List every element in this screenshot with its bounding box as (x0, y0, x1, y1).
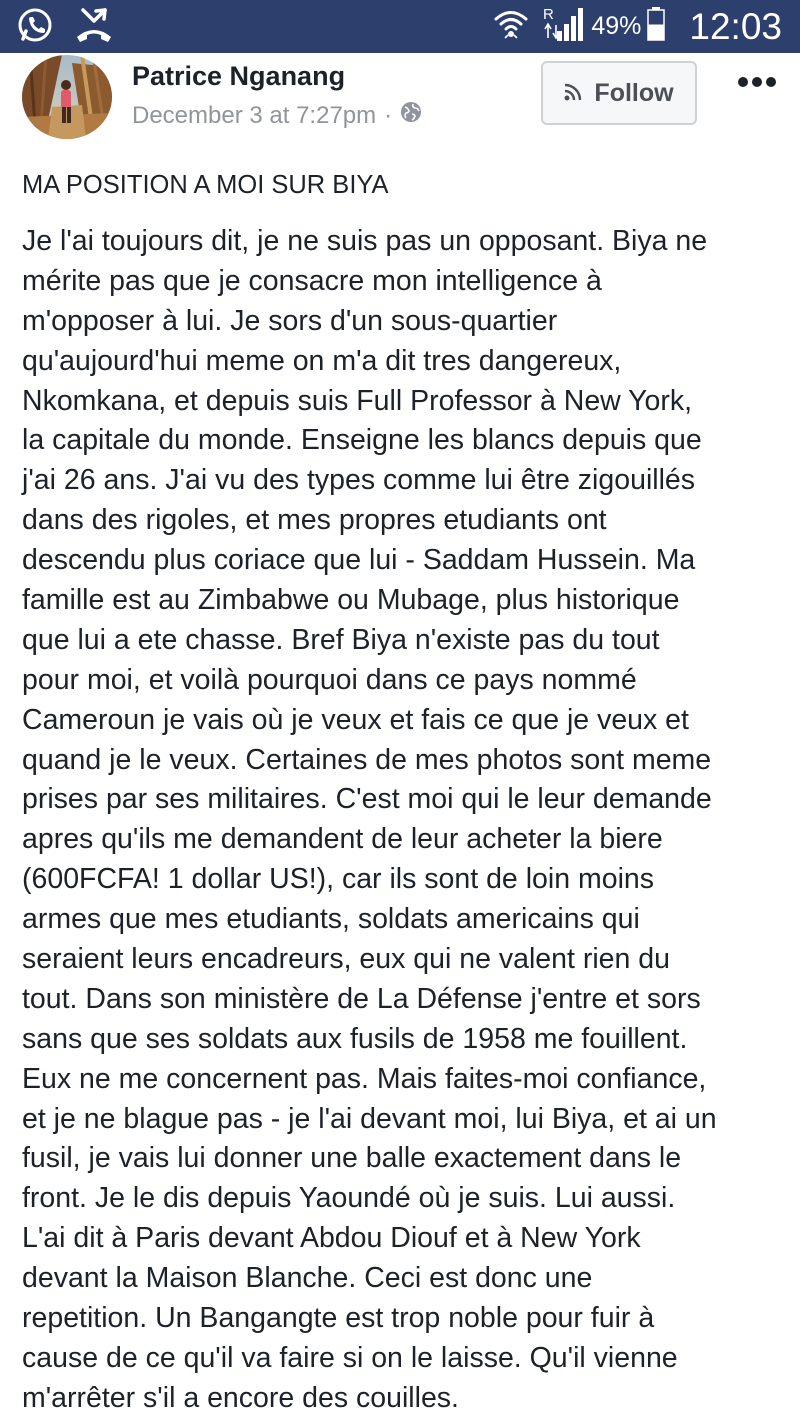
post-text-line: cause de ce qu'il va faire si on le laisse. Qu'il vienne (22, 1341, 678, 1374)
globe-icon (400, 101, 422, 130)
post-header (0, 53, 800, 153)
post-text-line: qu'aujourd'hui meme on m'a dit tres dangereux, (22, 344, 622, 377)
post-text-line: L'ai dit à Paris devant Abdou Diouf et à New York (22, 1222, 641, 1255)
post-text-line: famille est au Zimbabwe ou Mubage, plus historique (22, 584, 680, 617)
post-heading: MA POSITION A MOI SUR BIYA (22, 171, 389, 199)
post-text-line: sans que ses soldats aux fusils de 1958 me fouillent. (22, 1022, 688, 1055)
post-text-line: seraient leurs encadreurs, eux qui ne valent rien du (22, 943, 670, 976)
post-text-line: armes que mes etudiants, soldats americains qui (22, 903, 640, 936)
meta-separator: · (384, 101, 393, 129)
post-text-line: apres qu'ils me demandent de leur acheter la biere (22, 823, 663, 856)
system-indicators (493, 0, 782, 53)
follow-button[interactable] (541, 61, 697, 125)
post-text-line: devant la Maison Blanche. Ceci est donc une (22, 1262, 593, 1295)
signal-icon (543, 5, 583, 48)
post-meta (132, 101, 422, 130)
more-options-icon (737, 75, 777, 93)
status-bar (0, 0, 800, 53)
status-clock: 12:03 (689, 5, 782, 47)
post-text-line: front. Je le dis depuis Yaoundé où je suis. Lui aussi. (22, 1182, 676, 1215)
network-type-label: R (543, 6, 555, 23)
post-text-line: la capitale du monde. Enseigne les blancs depuis que (22, 424, 702, 457)
post-text-line: repetition. Un Bangangte est trop noble pour fuir à (22, 1302, 655, 1335)
post-text-line: (600FCFA! 1 dollar US!), car ils sont de loin moins (22, 863, 654, 896)
post-text-line: descendu plus coriace que lui - Saddam Hussein. Ma (22, 544, 696, 577)
post-timestamp[interactable]: December 3 at 7:27pm (132, 101, 377, 129)
rss-icon (564, 79, 582, 108)
post-text-line: tout. Dans son ministère de La Défense j'entre et sors (22, 982, 701, 1015)
post-text-line: Nkomkana, et depuis suis Full Professor à New York, (22, 384, 693, 417)
wifi-icon (493, 8, 529, 45)
post-text-line: Je l'ai toujours dit, je ne suis pas un opposant. Biya ne (22, 225, 708, 257)
whatsapp-icon (16, 6, 54, 49)
post-text-line: prises par ses militaires. C'est moi qui le leur demande (22, 783, 712, 816)
post-text-line: que lui a ete chasse. Bref Biya n'existe pas du tout (22, 623, 660, 656)
battery-icon (647, 7, 665, 46)
notification-icons (16, 8, 114, 46)
post-text-line: mérite pas que je consacre mon intelligence à (22, 264, 602, 297)
post-text-line: j'ai 26 ans. J'ai vu des types comme lui être zigouillés (22, 464, 696, 497)
author-name[interactable]: Patrice Nganang (132, 61, 346, 91)
more-options-button[interactable] (734, 69, 780, 99)
post-text-line: et je ne blague pas - je l'ai devant moi, lui Biya, et ai un (22, 1102, 717, 1135)
post-text-line: Cameroun je vais où je veux et fais ce que je veux et (22, 703, 689, 736)
post-text-line: Eux ne me concernent pas. Mais faites-moi confiance, (22, 1062, 707, 1095)
post-text-line: dans des rigoles, et mes propres etudiants ont (22, 504, 607, 537)
post-text-line: m'arrêter s'il a encore des couilles. (22, 1381, 459, 1414)
post-text-line: fusil, je vais lui donner une balle exactement dans le (22, 1142, 682, 1175)
author-avatar[interactable] (22, 55, 112, 139)
post-body (22, 222, 792, 1419)
post-text-line: pour moi, et voilà pourquoi dans ce pays nommé (22, 663, 637, 696)
post-text-line: m'opposer à lui. Je sors d'un sous-quartier (22, 304, 558, 337)
missed-call-icon (74, 6, 114, 49)
post-text-line: quand je le veux. Certaines de mes photos sont meme (22, 743, 712, 776)
follow-label: Follow (594, 78, 674, 107)
battery-percentage: 49% (591, 12, 642, 40)
